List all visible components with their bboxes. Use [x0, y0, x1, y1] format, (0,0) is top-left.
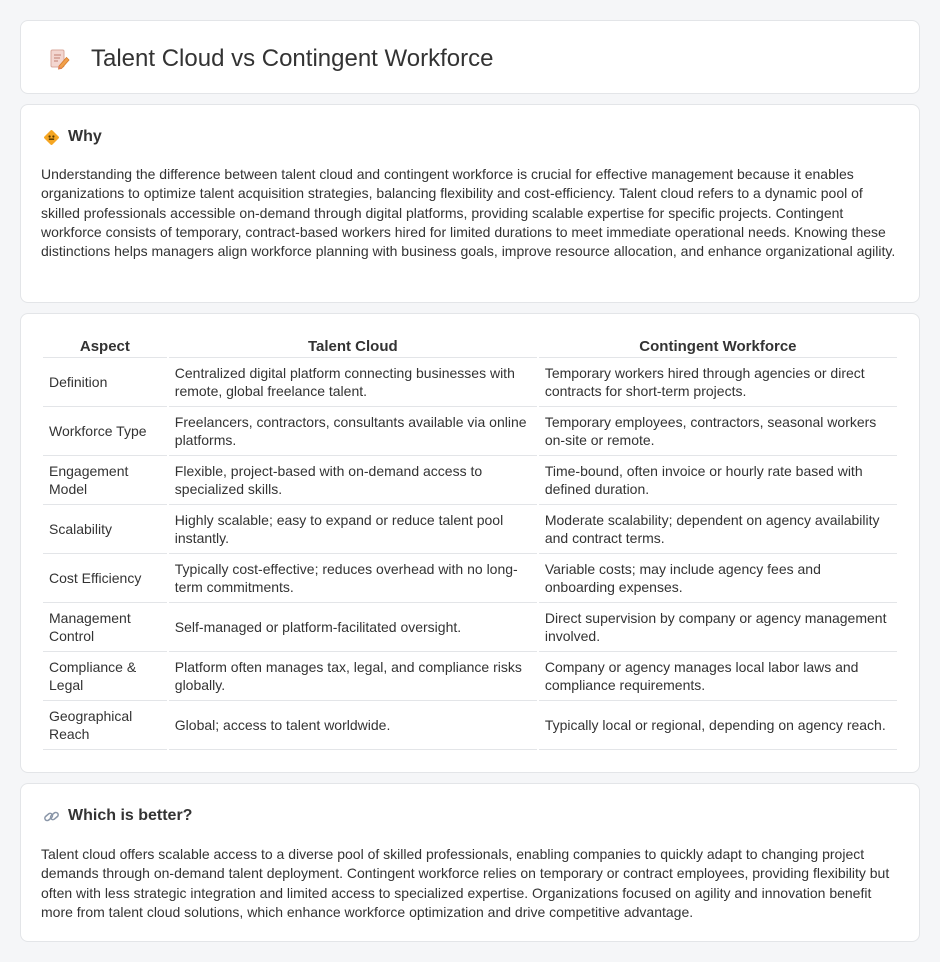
why-heading: Why: [68, 128, 102, 145]
table-row: [43, 358, 897, 407]
comparison-table: [41, 334, 899, 750]
why-heading-row: [43, 127, 102, 147]
why-section: [20, 104, 920, 303]
contingent-cell: Time-bound, often invoice or hourly rate based with defined duration.: [539, 456, 897, 505]
aspect-cell: Workforce Type: [43, 407, 167, 456]
talent-cloud-cell: Highly scalable; easy to expand or reduce talent pool instantly.: [169, 505, 537, 554]
contingent-cell: Company or agency manages local labor laws and compliance requirements.: [539, 652, 897, 701]
better-text: Talent cloud offers scalable access to a diverse pool of skilled professionals, enabling companies to quickly adapt to changing project demands through on-demand talent deployment. Contingent workforce relies on temporary or contract employees, providing flexibility but often with less strategic integration and limited access to specialized expertise. Organizations focused on agility and innovation benefit more from talent cloud solutions, which enhance workforce optimization and drive competitive advantage.: [41, 846, 890, 920]
comparison-card: [20, 313, 920, 773]
aspect-cell: Engagement Model: [43, 456, 167, 505]
better-heading: Which is better?: [68, 807, 193, 824]
talent-cloud-cell: Self-managed or platform-facilitated oversight.: [169, 603, 537, 652]
contingent-cell: Direct supervision by company or agency management involved.: [539, 603, 897, 652]
aspect-cell: Management Control: [43, 603, 167, 652]
table-row: [43, 652, 897, 701]
table-row: [43, 701, 897, 750]
contingent-cell: Variable costs; may include agency fees and onboarding expenses.: [539, 554, 897, 603]
header-contingent-workforce: Contingent Workforce: [539, 334, 897, 358]
aspect-cell: Geographical Reach: [43, 701, 167, 750]
contingent-cell: Temporary workers hired through agencies or direct contracts for short-term projects.: [539, 358, 897, 407]
diamond-sign-icon: [43, 129, 60, 146]
table-row: [43, 603, 897, 652]
table-row: [43, 554, 897, 603]
title-card: [20, 20, 920, 94]
link-icon: [43, 808, 60, 825]
contingent-cell: Temporary employees, contractors, seasonal workers on-site or remote.: [539, 407, 897, 456]
better-heading-row: [43, 806, 192, 826]
aspect-cell: Scalability: [43, 505, 167, 554]
talent-cloud-cell: Flexible, project-based with on-demand access to specialized skills.: [169, 456, 537, 505]
page-title: Talent Cloud vs Contingent Workforce: [91, 45, 494, 72]
header-aspect: Aspect: [43, 334, 167, 358]
table-header-row: [43, 334, 897, 358]
contingent-cell: Typically local or regional, depending on agency reach.: [539, 701, 897, 750]
aspect-cell: Compliance & Legal: [43, 652, 167, 701]
talent-cloud-cell: Platform often manages tax, legal, and compliance risks globally.: [169, 652, 537, 701]
table-row: [43, 407, 897, 456]
talent-cloud-cell: Global; access to talent worldwide.: [169, 701, 537, 750]
talent-cloud-cell: Typically cost-effective; reduces overhead with no long-term commitments.: [169, 554, 537, 603]
pencil-document-icon: [47, 47, 71, 71]
talent-cloud-cell: Freelancers, contractors, consultants available via online platforms.: [169, 407, 537, 456]
table-row: [43, 505, 897, 554]
table-row: [43, 456, 897, 505]
which-is-better-section: [20, 783, 920, 942]
aspect-cell: Definition: [43, 358, 167, 407]
header-talent-cloud: Talent Cloud: [169, 334, 537, 358]
aspect-cell: Cost Efficiency: [43, 554, 167, 603]
contingent-cell: Moderate scalability; dependent on agency availability and contract terms.: [539, 505, 897, 554]
why-text: Understanding the difference between talent cloud and contingent workforce is crucial for effective management because it enables organizations to optimize talent acquisition strategies, balancing flexibility and cost-efficiency. Talent cloud refers to a dynamic pool of skilled professionals accessible on-demand through digital platforms, providing scalable expertise for specific projects. Contingent workforce consists of temporary, contract-based workers hired for limited durations to meet immediate operational needs. Knowing these distinctions helps managers align workforce planning with business goals, improve resource allocation, and enhance organizational agility.: [41, 166, 896, 260]
talent-cloud-cell: Centralized digital platform connecting businesses with remote, global freelance talent.: [169, 358, 537, 407]
